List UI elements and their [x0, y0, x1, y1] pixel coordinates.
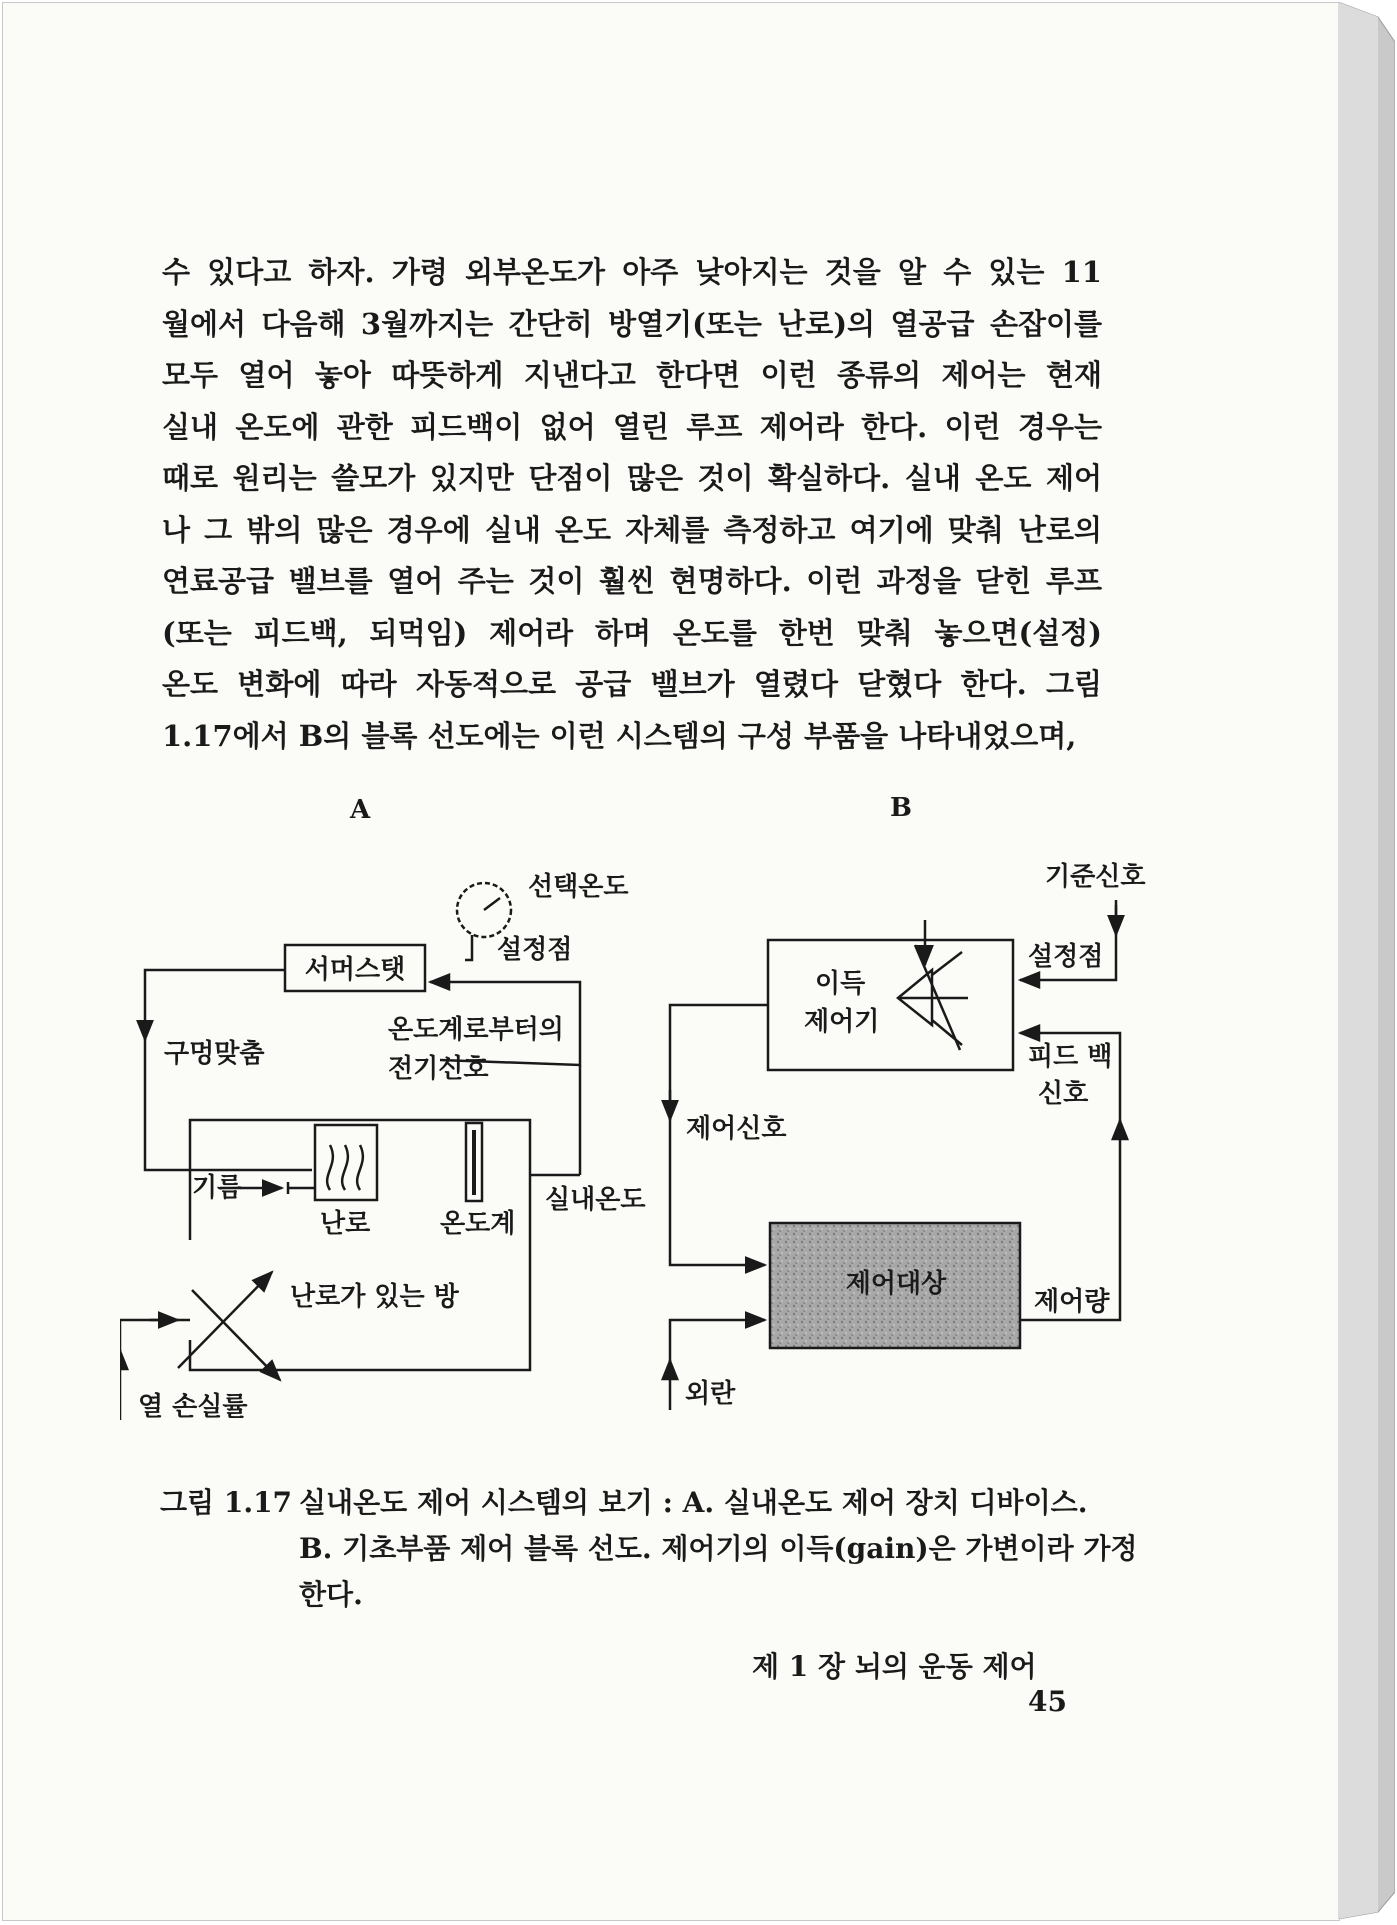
label-thermometer: 온도계 — [440, 1209, 516, 1239]
body-line: 모두 열어 놓아 따뜻하게 지낸다고 한다면 이런 종류의 제어는 현재 — [162, 358, 1102, 392]
label-controlled-var: 제어량 — [1034, 1287, 1110, 1317]
figure-1-17 — [120, 840, 1170, 1440]
label-controller-2: 제어기 — [804, 1007, 880, 1037]
caption-line: 한다. — [299, 1578, 363, 1611]
label-reference: 기준신호 — [1045, 862, 1146, 892]
body-line: 수 있다고 하자. 가령 외부온도가 아주 낮아지는 것을 알 수 있는 11 — [162, 255, 1102, 289]
label-feedback-2: 신호 — [1038, 1079, 1089, 1109]
label-electric-signal-1: 온도계로부터의 — [388, 1015, 564, 1045]
caption-line: 실내온도 제어 시스템의 보기 : A. 실내온도 제어 장치 디바이스. — [299, 1486, 1088, 1519]
label-heat-loss: 열 손실률 — [138, 1392, 248, 1422]
label-room-temp: 실내온도 — [545, 1185, 646, 1215]
label-plant: 제어대상 — [845, 1269, 947, 1299]
body-line: (또는 피드백, 되먹임) 제어라 하며 온도를 한번 맞춰 놓으면(설정) — [162, 615, 1102, 650]
chapter-title: 제 1 장 뇌의 운동 제어 — [752, 1650, 1037, 1683]
body-line: 1.17에서 B의 블록 선도에는 이런 시스템의 구성 부품을 나타내었으며, — [162, 718, 1077, 753]
body-line: 때로 원리는 쓸모가 있지만 단점이 많은 것이 확실하다. 실내 온도 제어 — [162, 461, 1102, 495]
caption-body — [299, 1480, 1138, 1618]
label-room: 난로가 있는 방 — [290, 1282, 459, 1312]
label-orifice: 구멍맞춤 — [164, 1039, 265, 1069]
label-controller-1: 이득 — [815, 969, 866, 999]
page-edge-shadow — [1338, 2, 1395, 1919]
label-disturbance: 외란 — [685, 1379, 736, 1409]
page-number: 45 — [1028, 1685, 1067, 1718]
label-dial: 선택온도 — [528, 872, 629, 902]
body-line: 연료공급 밸브를 열어 주는 것이 훨씬 현명하다. 이런 과정을 닫힌 루프 — [162, 564, 1102, 598]
body-line: 실내 온도에 관한 피드백이 없어 열린 루프 제어라 한다. 이런 경우는 — [162, 409, 1102, 444]
label-setpoint-b: 설정점 — [1028, 942, 1104, 972]
label-electric-signal-2: 전기신호 — [388, 1054, 489, 1084]
controller-box — [768, 940, 1013, 1070]
label-setpoint-a: 설정점 — [497, 935, 573, 965]
figure-label-b: B — [890, 793, 912, 823]
label-oil: 기름 — [192, 1173, 243, 1203]
label-stove: 난로 — [320, 1209, 371, 1239]
body-line: 온도 변화에 따라 자동적으로 공급 밸브가 열렸다 닫혔다 한다. 그림 — [162, 667, 1102, 701]
body-line: 나 그 밖의 많은 경우에 실내 온도 자체를 측정하고 여기에 맞춰 난로의 — [162, 512, 1102, 547]
label-thermostat: 서머스탯 — [304, 955, 406, 985]
caption-line: B. 기초부품 제어 블록 선도. 제어기의 이득(gain)은 가변이라 가정 — [299, 1532, 1138, 1565]
caption-number: 그림 1.17 — [160, 1486, 293, 1519]
body-line: 월에서 다음해 3월까지는 간단히 방열기(또는 난로)의 열공급 손잡이를 — [162, 306, 1102, 341]
figure-label-a: A — [350, 795, 371, 825]
label-control-signal: 제어신호 — [686, 1114, 787, 1144]
body-text — [162, 247, 1102, 762]
page-footer — [752, 1645, 1067, 1718]
label-feedback-1: 피드 백 — [1028, 1042, 1113, 1072]
